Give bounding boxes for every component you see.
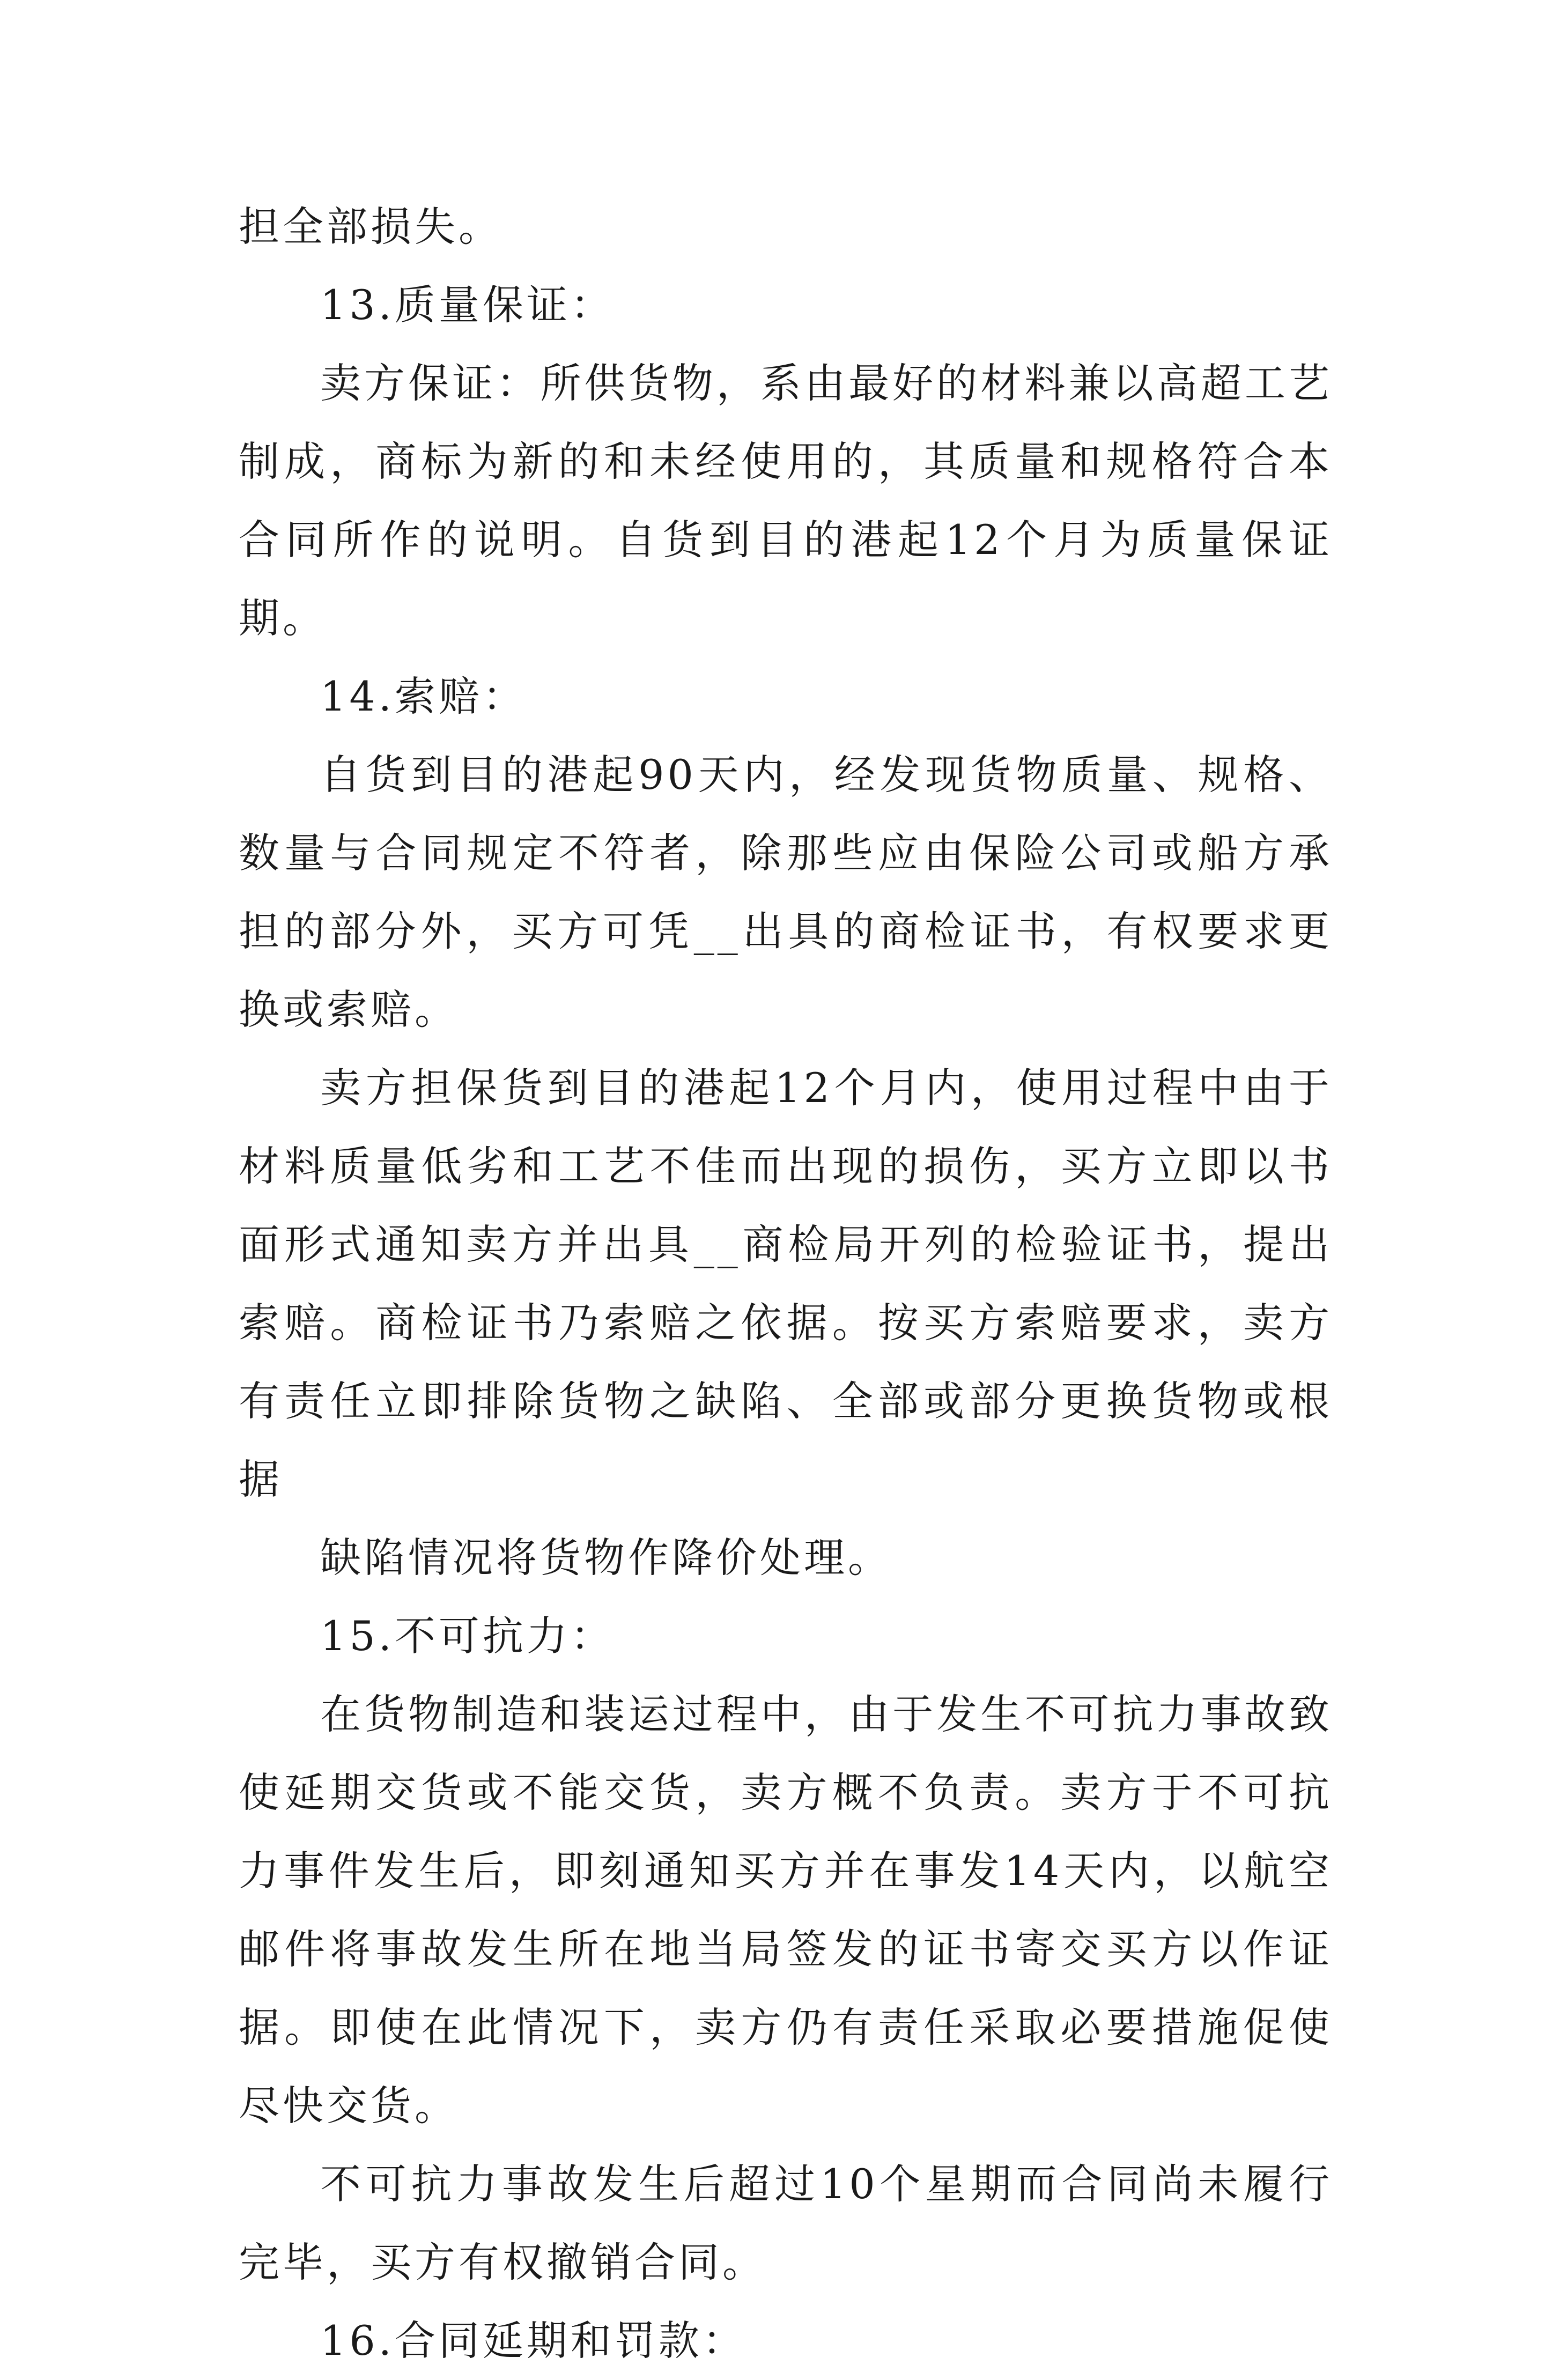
section-heading-14: 14.索赔：	[320, 672, 527, 720]
section-heading-13: 13.质量保证：	[320, 281, 615, 329]
paragraph: 卖方担保货到目的港起12个月内，使用过程中由于材料质量低劣和工艺不佳而出现的损伤，买方立即以书面形式通知卖方并出具__商检局开列的检验证书，提出索赔。商检证书乃索赔之依据。按买方索赔要求，卖方有责任立即排除货物之缺陷、全部或部分更换货物或根据	[239, 1064, 1333, 1503]
section-heading-16: 16.合同延期和罚款：	[320, 2317, 747, 2364]
section-heading-15: 15.不可抗力：	[320, 1612, 615, 1660]
paragraph: 缺陷情况将货物作降价处理。	[320, 1534, 892, 1581]
document-body	[239, 188, 1333, 2380]
paragraph: 自货到目的港起90天内，经发现货物质量、规格、数量与合同规定不符者，除那些应由保险公司或船方承担的部分外，买方可凭__出具的商检证书，有权要求更换或索赔。	[239, 751, 1333, 1033]
paragraph: 卖方保证：所供货物，系由最好的材料兼以高超工艺制成，商标为新的和未经使用的，其质量和规格符合本合同所作的说明。自货到目的港起12个月为质量保证期。	[239, 359, 1333, 642]
paragraph: 担全部损失。	[239, 203, 502, 250]
paragraph: 在货物制造和装运过程中，由于发生不可抗力事故致使延期交货或不能交货，卖方概不负责。卖方于不可抗力事件发生后，即刻通知买方并在事发14天内，以航空邮件将事故发生所在地当局签发的证书寄交买方以作证据。即使在此情况下，卖方仍有责任采取必要措施促使尽快交货。	[239, 1690, 1333, 2130]
paragraph: 不可抗力事故发生后超过10个星期而合同尚未履行完毕，买方有权撤销合同。	[239, 2160, 1333, 2286]
